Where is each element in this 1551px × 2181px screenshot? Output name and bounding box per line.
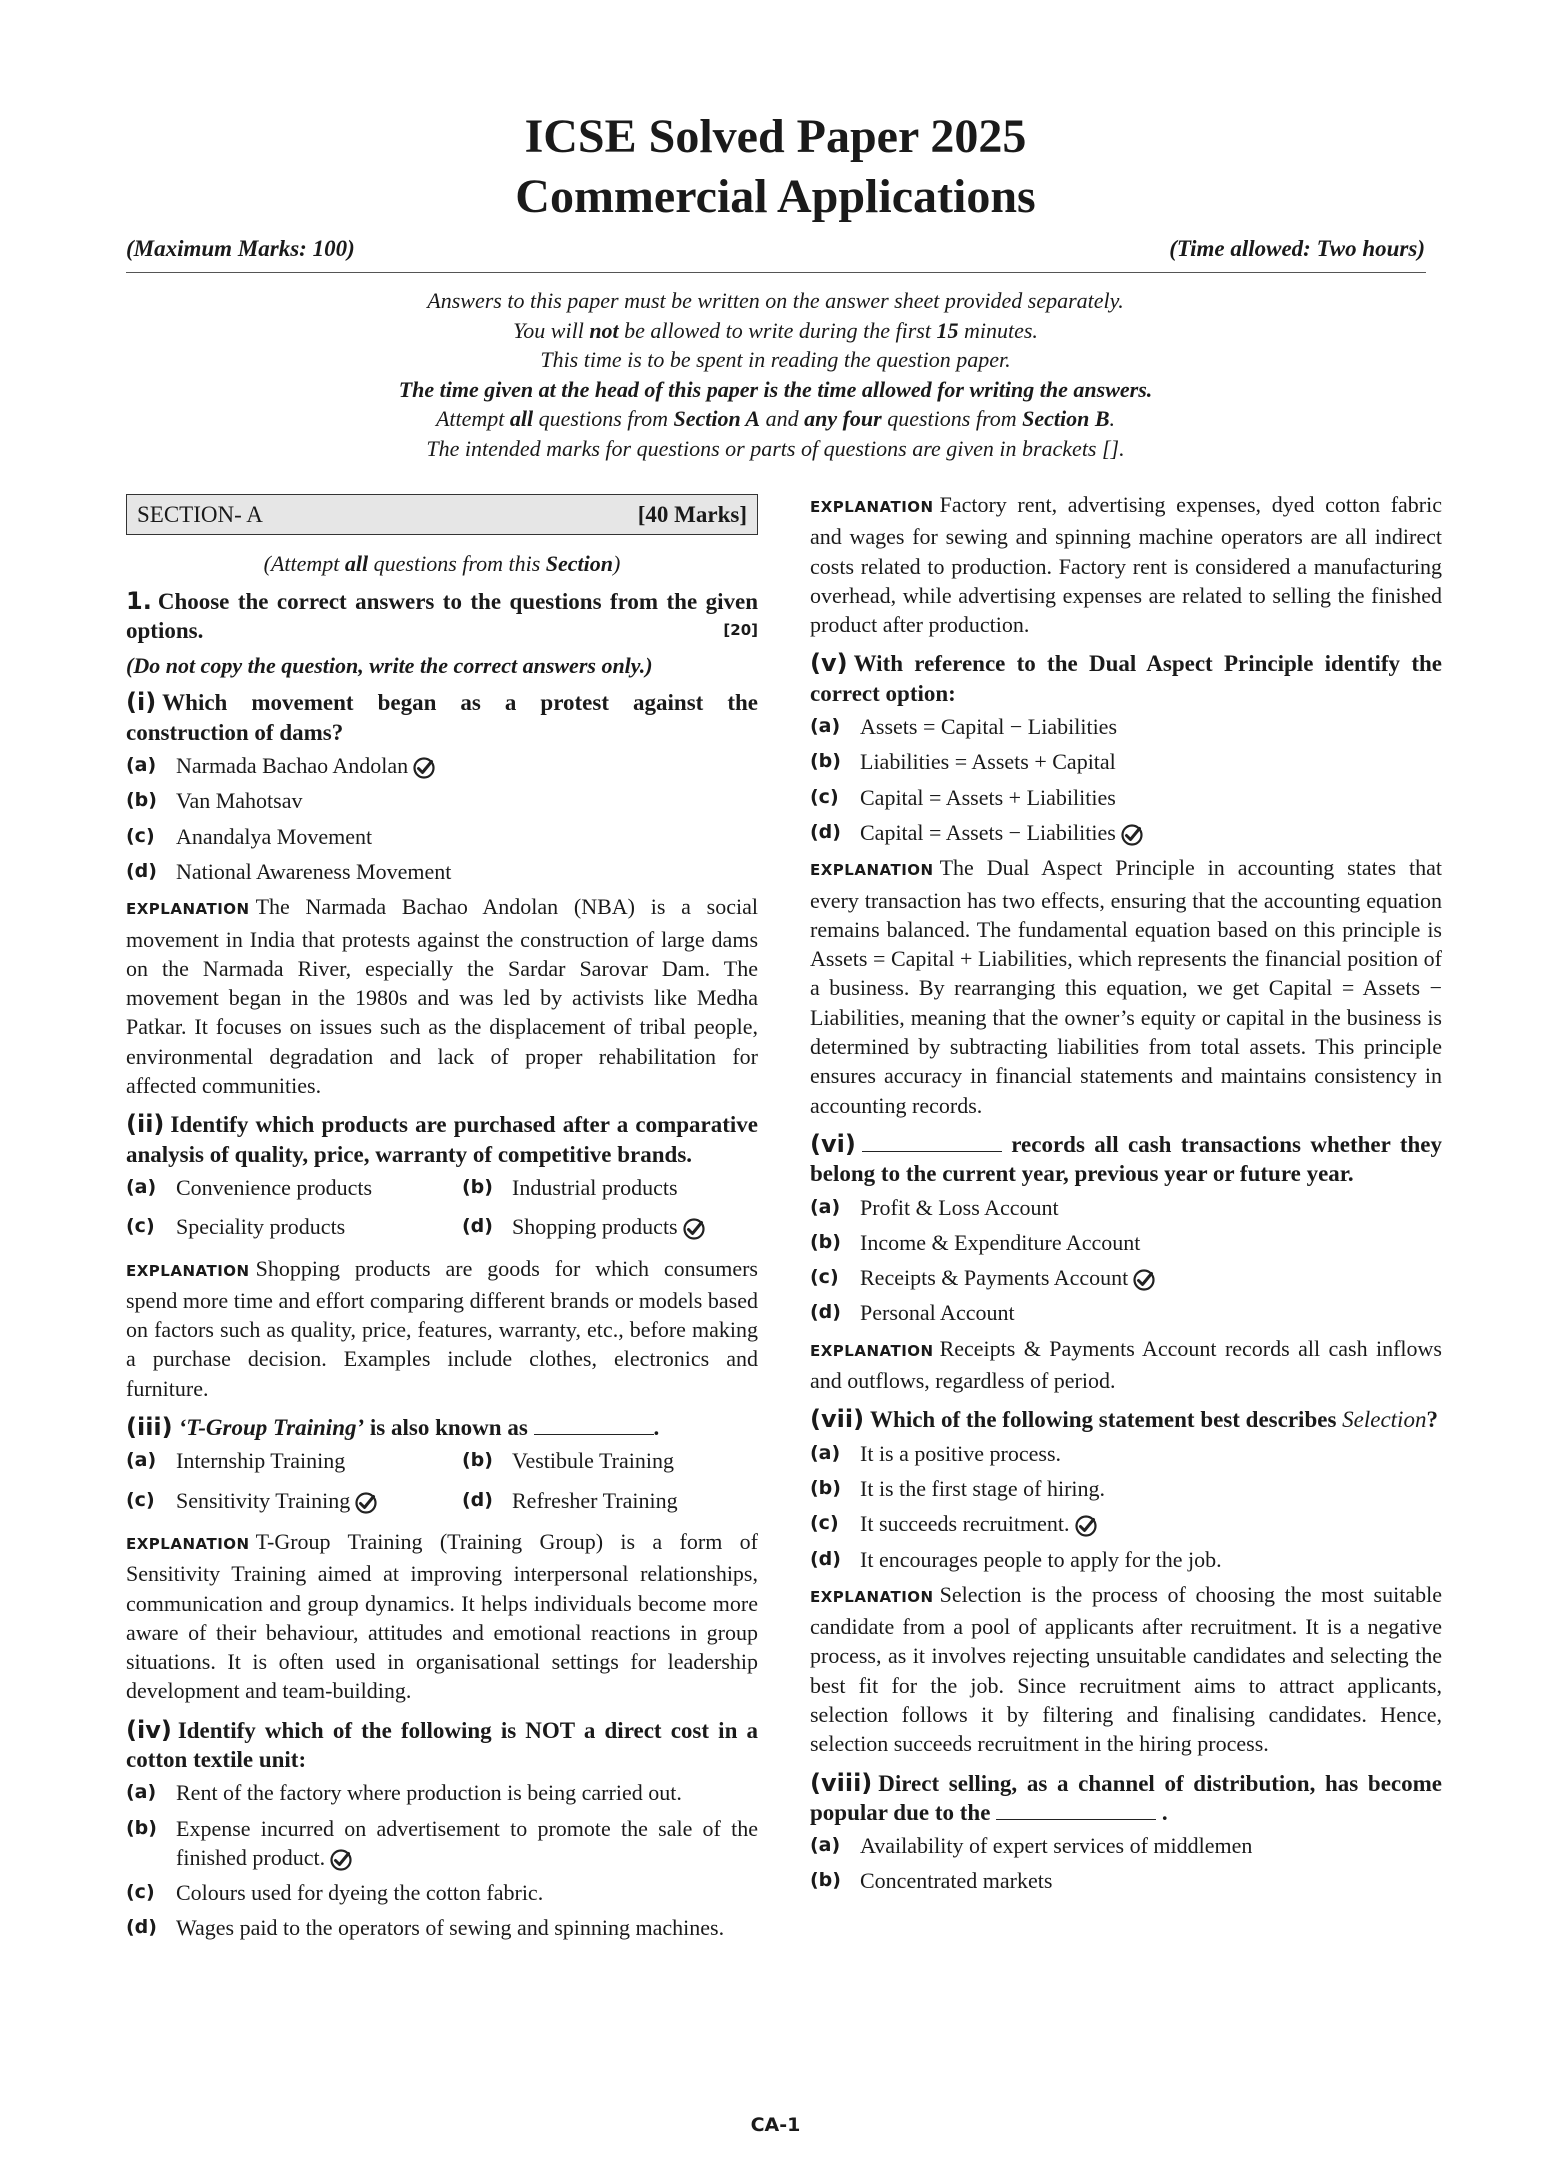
- option-label: (b): [126, 789, 157, 812]
- answer-option: [126, 751, 758, 780]
- check-badge-icon: [1120, 823, 1144, 847]
- option-label: (d): [462, 1215, 493, 1238]
- option-text: It encourages people to apply for the job.: [860, 1546, 1222, 1572]
- answer-option: [126, 1212, 462, 1241]
- question-v: (v) With reference to the Dual Aspect Principle identify the correct option:: [810, 649, 1442, 706]
- answer-option: [126, 1446, 462, 1475]
- options-vi: [810, 1193, 1442, 1328]
- option-label: (d): [810, 1301, 841, 1324]
- option-text: Industrial products: [512, 1174, 678, 1200]
- option-label: (a): [126, 1449, 157, 1472]
- option-label: (c): [810, 1266, 839, 1289]
- answer-option: [126, 1878, 758, 1907]
- option-text: Convenience products: [176, 1174, 373, 1200]
- options-iii: [126, 1442, 758, 1521]
- options-ii: [126, 1169, 758, 1248]
- question-vii: (vii) Which of the following statement best describes Selection?: [810, 1405, 1438, 1434]
- explanation-vii: EXPLANATION Selection is the process of choosing the most suitable candidate from a pool of applicants after recruitment. It is a negative process, as it involves rejecting unsuitable candidates and selecting the best fit for the job. Since recruitment aims to attract applicants, selection follows it by filtering and finalising candidates. Hence, selection succeeds recruitment in the hiring process.: [810, 1581, 1442, 1757]
- question-ii: (ii) Identify which products are purchased after a comparative analysis of quality, price, warranty of competitive brands.: [126, 1110, 758, 1167]
- explanation-v: EXPLANATION The Dual Aspect Principle in accounting states that every transaction has two effects, ensuring that the accounting equation remains balanced. The fundamental equation based on this principle is Assets = Capital + Liabilities, which represents the financial position of a business. By rearranging this equation, we get Capital = Assets − Liabilities, meaning that the owner’s equity or capital in the business is determined by subtracting liabilities from total assets. This principle ensures accuracy in financial statements and maintains consistency in accounting records.: [810, 855, 1442, 1118]
- option-text: Anandalya Movement: [176, 823, 373, 849]
- option-label: (a): [810, 1441, 841, 1464]
- check-badge-icon: [682, 1217, 706, 1241]
- answer-option: [810, 783, 1442, 812]
- section-header: [126, 494, 758, 535]
- option-text: Rent of the factory where production is being carried out.: [176, 1780, 682, 1806]
- option-text: Profit & Loss Account: [860, 1194, 1059, 1220]
- option-text: It is a positive process.: [860, 1440, 1062, 1466]
- option-text: Speciality products: [176, 1214, 346, 1240]
- paper-subject: Commercial Applications: [515, 170, 1036, 223]
- option-text: National Awareness Movement: [176, 858, 452, 884]
- option-label: (d): [462, 1488, 493, 1511]
- answer-option: [126, 1814, 758, 1873]
- answer-option: [126, 1778, 758, 1807]
- option-text: Expense incurred on advertisement to promote the sale of the finished product.: [176, 1815, 758, 1870]
- answer-option: [126, 1486, 462, 1515]
- option-text: Capital = Assets + Liabilities: [860, 784, 1116, 810]
- option-label: (b): [810, 750, 841, 773]
- instruction-line: Attempt all questions from Section A and any four questions from Section B.: [435, 406, 1115, 431]
- explanation-ii: EXPLANATION Shopping products are goods for which consumers spend more time and effort comparing different brands or models based on factors such as quality, price, features, warranty, etc., before making a purchase decision. Examples include clothes, electronics and furniture.: [126, 1255, 758, 1401]
- option-text: Receipts & Payments Account: [860, 1263, 1156, 1292]
- question-marks: [20]: [723, 620, 758, 639]
- answer-option: [810, 1545, 1442, 1574]
- answer-option: [810, 1831, 1442, 1860]
- option-label: (b): [462, 1175, 493, 1198]
- option-label: (c): [810, 785, 839, 808]
- answer-option: [810, 1439, 1442, 1468]
- answer-option: [810, 1228, 1442, 1257]
- option-label: (d): [810, 1547, 841, 1570]
- option-label: (a): [810, 1834, 841, 1857]
- explanation-iii: EXPLANATION T-Group Training (Training Group) is a form of Sensitivity Training aimed at improving interpersonal relationships, communication and group dynamics. It helps individuals become more aware of their behaviour, attitudes and emotional reactions in group situations. It is often used in organisational settings for leadership development and team-building.: [126, 1528, 758, 1704]
- option-text: Assets = Capital − Liabilities: [860, 714, 1118, 740]
- answer-option: [462, 1446, 758, 1475]
- answer-option: [462, 1173, 758, 1202]
- option-text: Narmada Bachao Andolan: [176, 751, 436, 780]
- instructions: [0, 286, 1551, 463]
- check-badge-icon: [329, 1848, 353, 1872]
- option-label: (a): [126, 1175, 157, 1198]
- instruction-line: The intended marks for questions or parts of questions are given in brackets [].: [426, 435, 1125, 461]
- option-label: (b): [810, 1230, 841, 1253]
- answer-option: [810, 712, 1442, 741]
- option-text: Shopping products: [512, 1212, 706, 1241]
- option-text: Refresher Training: [512, 1487, 678, 1513]
- instruction-line: The time given at the head of this paper is the time allowed for writing the answers.: [398, 376, 1153, 402]
- paper-title: ICSE Solved Paper 2025: [524, 110, 1027, 163]
- option-label: (c): [810, 1512, 839, 1535]
- section-name: SECTION- A: [137, 502, 263, 527]
- answer-option: [462, 1486, 758, 1515]
- fill-blank: [862, 1131, 1002, 1152]
- option-label: (a): [810, 715, 841, 738]
- answer-note: (Do not copy the question, write the correct answers only.): [126, 653, 653, 679]
- option-label: (c): [126, 824, 155, 847]
- option-label: (b): [810, 1869, 841, 1892]
- check-badge-icon: [1074, 1514, 1098, 1538]
- check-badge-icon: [354, 1491, 378, 1515]
- section-instruction: (Attempt all questions from this Section): [263, 551, 621, 577]
- maximum-marks: (Maximum Marks: 100): [126, 236, 355, 261]
- fill-blank: [534, 1414, 654, 1435]
- option-text: Personal Account: [860, 1300, 1015, 1326]
- check-badge-icon: [1132, 1268, 1156, 1292]
- option-text: Colours used for dyeing the cotton fabric.: [176, 1880, 544, 1906]
- option-text: It succeeds recruitment.: [860, 1509, 1098, 1538]
- option-text: Concentrated markets: [860, 1868, 1053, 1894]
- instruction-line: This time is to be spent in reading the question paper.: [540, 347, 1011, 372]
- answer-option: [126, 1173, 462, 1202]
- option-text: Internship Training: [176, 1448, 346, 1474]
- instruction-line: Answers to this paper must be written on the answer sheet provided separately.: [427, 288, 1124, 313]
- fill-blank: [996, 1799, 1156, 1820]
- answer-option: [810, 1298, 1442, 1327]
- option-text: Sensitivity Training: [176, 1486, 378, 1515]
- answer-option: [126, 1913, 758, 1942]
- option-text: Income & Expenditure Account: [860, 1229, 1141, 1255]
- answer-option: [810, 747, 1442, 776]
- option-label: (c): [126, 1488, 155, 1511]
- option-label: (d): [126, 1916, 157, 1939]
- question-number: 1.: [126, 586, 152, 615]
- option-label: (a): [126, 1781, 157, 1804]
- question-vi: (vi) records all cash transactions whether they belong to the current year, previous year or future year.: [810, 1129, 1443, 1187]
- check-badge-icon: [412, 756, 436, 780]
- option-text: Van Mahotsav: [176, 788, 303, 814]
- options-viii: [810, 1831, 1442, 1896]
- answer-option: [810, 1866, 1442, 1895]
- options-vii: [810, 1439, 1442, 1574]
- question-i: (i) Which movement began as a protest against the construction of dams?: [126, 688, 758, 745]
- answer-option: [462, 1212, 758, 1241]
- time-allowed: (Time allowed: Two hours): [1169, 236, 1425, 261]
- explanation-vi: EXPLANATION Receipts & Payments Account records all cash inflows and outflows, regardless of period.: [810, 1335, 1442, 1394]
- option-label: (a): [126, 754, 157, 777]
- explanation-iv: EXPLANATION Factory rent, advertising expenses, dyed cotton fabric and wages for sewing and spinning machine operators are all indirect costs related to production. Factory rent is considered a manufacturing overhead, while advertising expenses are related to selling the finished product after production.: [810, 492, 1442, 638]
- answer-option: [810, 1474, 1442, 1503]
- option-text: Capital = Assets − Liabilities: [860, 818, 1144, 847]
- header-divider: [126, 272, 1426, 273]
- options-iv: [126, 1778, 758, 1942]
- instruction-line: You will not be allowed to write during the first 15 minutes.: [513, 317, 1038, 343]
- explanation-i: EXPLANATION The Narmada Bachao Andolan (NBA) is a social movement in India that protests against the construction of large dams on the Narmada River, especially the Sardar Sarovar Dam. The movement began in the 1980s and was led by activists like Medha Patkar. It focuses on issues such as the displacement of tribal people, environmental degradation and lack of proper rehabilitation for affected communities.: [126, 894, 758, 1099]
- answer-option: [810, 1263, 1442, 1292]
- option-label: (b): [126, 1816, 157, 1839]
- option-label: (b): [810, 1476, 841, 1499]
- right-column: [810, 490, 1442, 1902]
- option-text: It is the first stage of hiring.: [860, 1475, 1106, 1501]
- option-text: Wages paid to the operators of sewing and spinning machines.: [176, 1915, 725, 1941]
- question-1: 1. Choose the correct answers to the questions from the given options. [20]: [126, 587, 758, 646]
- answer-option: [810, 818, 1442, 847]
- answer-option: [810, 1509, 1442, 1538]
- option-label: (a): [810, 1195, 841, 1218]
- answer-option: [126, 786, 758, 815]
- option-label: (d): [810, 820, 841, 843]
- option-label: (c): [126, 1881, 155, 1904]
- question-iii: (iii) ‘T-Group Training’ is also known as .: [126, 1413, 660, 1442]
- option-label: (c): [126, 1215, 155, 1238]
- question-iv: (iv) Identify which of the following is NOT a direct cost in a cotton textile unit:: [126, 1715, 758, 1772]
- option-text: Liabilities = Assets + Capital: [860, 749, 1116, 775]
- options-i: [126, 751, 758, 886]
- options-v: [810, 712, 1442, 847]
- left-column: [126, 494, 758, 1949]
- page-number: CA-1: [750, 2114, 801, 2136]
- section-marks: [40 Marks]: [637, 502, 747, 527]
- option-label: (d): [126, 859, 157, 882]
- question-viii: (viii) Direct selling, as a channel of distribution, has become popular due to the .: [810, 1768, 1442, 1825]
- option-text: Availability of expert services of middlemen: [860, 1833, 1253, 1859]
- option-label: (b): [462, 1449, 493, 1472]
- answer-option: [810, 1193, 1442, 1222]
- answer-option: [126, 857, 758, 886]
- answer-option: [126, 822, 758, 851]
- option-text: Vestibule Training: [512, 1448, 674, 1474]
